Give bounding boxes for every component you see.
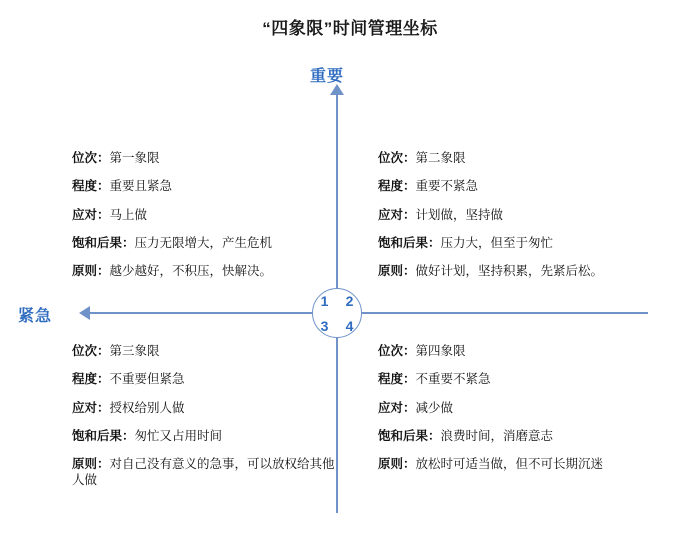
quadrant-block-2 [378,150,603,291]
label-consequence: 饱和后果： [378,235,441,250]
quadrant-1-consequence-value: 压力无限增大，产生危机 [134,235,273,250]
label-principle: 原则： [72,264,110,278]
quadrant-4-position-row [378,343,603,359]
quadrant-3-consequence-value: 匆忙又占用时间 [134,428,223,443]
quadrant-3-degree-value: 不重要但紧急 [109,372,185,387]
quadrant-1-principle-row [72,263,272,279]
label-position: 位次： [378,344,416,358]
label-degree: 程度： [72,372,110,387]
quadrant-4-position-value: 第四象限 [415,344,466,358]
quadrant-2-principle-value: 做好计划，坚持积累，先紧后松。 [415,264,604,278]
quadrant-3-response-row [72,400,342,416]
quadrant-2-position-row [378,150,603,166]
quadrant-number-2: 2 [345,292,354,309]
quadrant-3-response-value: 授权给别人做 [109,400,185,415]
quadrant-4-response-row [378,400,603,416]
axis-label-important: 重要 [310,68,345,85]
label-principle: 原则： [72,457,110,471]
quadrant-1-response-row [72,207,272,223]
label-consequence: 饱和后果： [72,428,135,443]
quadrant-4-consequence-value: 浪费时间，消磨意志 [440,428,554,443]
quadrant-1-position-value: 第一象限 [109,151,160,165]
quadrant-number-3: 3 [320,317,329,334]
quadrant-4-degree-value: 不重要不紧急 [415,372,491,387]
axis-label-urgent: 紧急 [18,308,53,325]
quadrant-1-response-value: 马上做 [109,207,148,222]
quadrant-block-1 [72,150,272,291]
quadrant-3-consequence-row [72,428,342,444]
quadrant-number-4: 4 [345,317,354,334]
quadrant-2-degree-value: 重要不紧急 [415,179,479,194]
label-consequence: 饱和后果： [378,428,441,443]
label-consequence: 饱和后果： [72,235,135,250]
label-response: 应对： [378,207,416,222]
label-response: 应对： [72,400,110,415]
label-response: 应对： [72,207,110,222]
label-position: 位次： [72,151,110,165]
label-degree: 程度： [378,179,416,194]
quadrant-block-4 [378,343,603,484]
label-degree: 程度： [72,179,110,194]
quadrant-3-principle-row [72,456,342,489]
quadrant-block-3 [72,343,342,501]
page-title: “四象限”时间管理坐标 [262,19,438,38]
quadrant-2-consequence-value: 压力大，但至于匆忙 [440,235,554,250]
label-principle: 原则： [378,457,416,471]
quadrant-4-degree-row [378,371,603,387]
label-response: 应对： [378,400,416,415]
quadrant-4-response-value: 减少做 [415,400,454,415]
label-degree: 程度： [378,372,416,387]
quadrant-2-response-row [378,207,603,223]
quadrant-2-response-value: 计划做，坚持做 [415,207,504,222]
quadrant-2-consequence-row [378,235,603,251]
label-position: 位次： [72,344,110,358]
quadrant-2-degree-row [378,178,603,194]
quadrant-4-principle-value: 放松时可适当做，但不可长期沉迷 [415,457,604,471]
quadrant-2-principle-row [378,263,603,279]
label-principle: 原则： [378,264,416,278]
quadrant-1-degree-row [72,178,272,194]
quadrant-2-position-value: 第二象限 [415,151,466,165]
quadrant-number-1: 1 [320,292,329,309]
quadrant-3-principle-value: 对自己没有意义的急事，可以放权给其他人做 [72,457,335,488]
horizontal-axis [88,312,648,314]
quadrant-1-degree-value: 重要且紧急 [109,179,173,194]
label-position: 位次： [378,151,416,165]
quadrant-1-consequence-row [72,235,272,251]
quadrant-4-consequence-row [378,428,603,444]
quadrant-4-principle-row [378,456,603,472]
quadrant-3-position-row [72,343,342,359]
center-quadrant-numbers [312,288,362,338]
quadrant-3-degree-row [72,371,342,387]
quadrant-1-principle-value: 越少越好，不积压，快解决。 [109,264,273,278]
quadrant-1-position-row [72,150,272,166]
horizontal-axis-arrow-icon [79,306,90,320]
quadrant-3-position-value: 第三象限 [109,344,160,358]
